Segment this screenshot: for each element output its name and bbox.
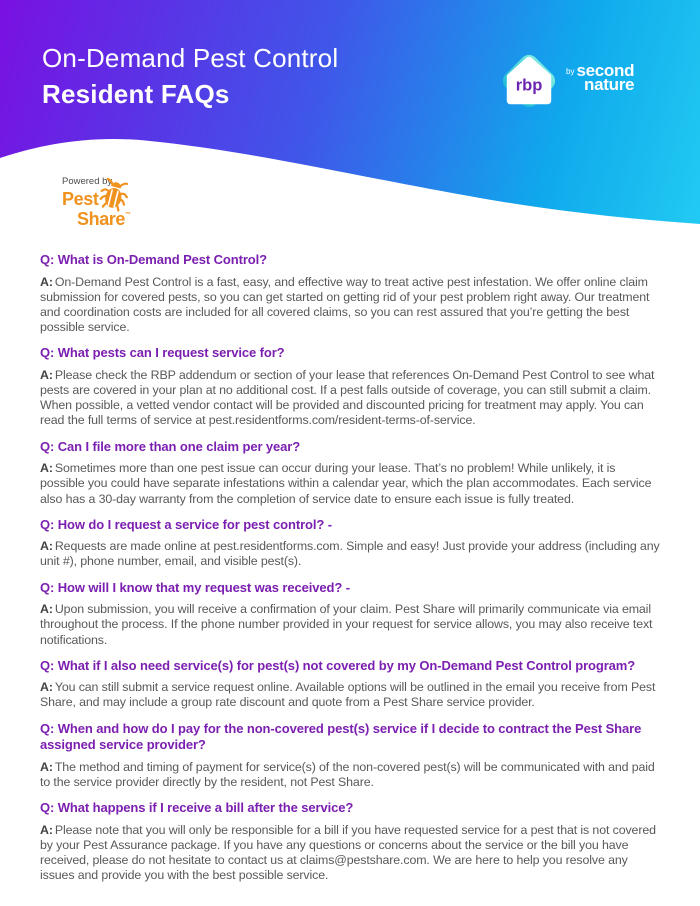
faq-answer bbox=[40, 539, 662, 569]
brand-line-nature: nature bbox=[584, 75, 635, 94]
faq-question: Q: Can I file more than one claim per year? bbox=[40, 438, 301, 454]
second-nature-text bbox=[576, 61, 635, 94]
faq-question: Q: What happens if I receive a bill after the service? bbox=[40, 800, 354, 816]
faq-question: Q: What pests can I request service for? bbox=[40, 345, 285, 361]
by-label: by bbox=[566, 67, 575, 76]
page-subtitle: Resident FAQs bbox=[42, 79, 230, 109]
faq-answer bbox=[40, 602, 662, 648]
faq-question: Q: What if I also need service(s) for pest(s) not covered by my On-Demand Pest Control program? bbox=[40, 657, 636, 673]
brand-line-second: second bbox=[576, 61, 635, 80]
faq-question: Q: How will I know that my request was received? - bbox=[40, 579, 350, 595]
rbp-logo-icon bbox=[498, 50, 560, 112]
faq-item bbox=[40, 252, 662, 335]
faq-question: Q: How do I request a service for pest control? - bbox=[40, 516, 332, 532]
answer-prefix: A: bbox=[40, 461, 53, 476]
faq-answer bbox=[40, 368, 662, 429]
share-wordmark: Share™ bbox=[77, 209, 132, 229]
faq-answer-text: Requests are made online at pest.residentforms.com. Simple and easy! Just provide your address (including any unit #), phone number, email, and visible pest(s). bbox=[40, 539, 660, 569]
faq-answer-text: Upon submission, you will receive a confirmation of your claim. Pest Share will primarily communicate via email throughout the process. If the phone number provided in your request for service allows, you may also receive text notifications. bbox=[40, 602, 653, 647]
answer-prefix: A: bbox=[40, 274, 53, 289]
faq-answer bbox=[40, 461, 662, 507]
answer-prefix: A: bbox=[40, 539, 53, 554]
rbp-second-nature-lockup bbox=[498, 50, 634, 112]
faq-question: Q: What is On-Demand Pest Control? bbox=[40, 252, 267, 267]
faq-answer-text: Please check the RBP addendum or section of your lease that references On-Demand Pest Control to see what pests are covered in your plan at no additional cost. If a pest falls outside of coverage, you can still submit a claim. When possible, a vetted vendor contact will be provided and discounted pricing for treatment may apply. You can read the full terms of service at pest.residentforms.com/resident-terms-of-service. bbox=[40, 367, 655, 428]
pest-share-logo bbox=[62, 176, 172, 230]
faq-question: Q: When and how do I pay for the non-covered pest(s) service if I decide to contract the Pest Share assigned service provider? bbox=[40, 720, 642, 753]
faq-answer-text: Sometimes more than one pest issue can occur during your lease. That’s no problem! While unlikely, it is possible you could have separate infestations within a calendar year, which the plan accommodates. Each service also has a 30-day warranty from the completion of service date to ensure each issue is fully treated. bbox=[40, 461, 652, 506]
faq-answer-text: You can still submit a service request online. Available options will be outlined in the email you receive from Pest Share, and may include a group rate discount and quote from a Pest Share service provider. bbox=[40, 680, 656, 710]
answer-prefix: A: bbox=[40, 602, 53, 617]
answer-prefix: A: bbox=[40, 759, 53, 774]
answer-prefix: A: bbox=[40, 367, 53, 382]
faq-item bbox=[40, 721, 662, 790]
answer-prefix: A: bbox=[40, 822, 53, 837]
faq-answer bbox=[40, 680, 662, 710]
faq-item bbox=[40, 345, 662, 428]
rbp-logo-text: rbp bbox=[515, 75, 543, 95]
header-titles bbox=[42, 40, 338, 112]
faq-answer-text: The method and timing of payment for service(s) of the non-covered pest(s) will be communicated with and paid to the service provider directly by the resident, not Pest Share. bbox=[40, 759, 655, 789]
faq-answer bbox=[40, 823, 662, 884]
faq-answer-text: On-Demand Pest Control is a fast, easy, and effective way to treat active pest infestation. We offer online claim submission for covered pests, so you can get started on getting rid of your pest problem right away. Our treatment and coordination costs are included for all covered claims, so you can rest assured that you’re getting the best possible service. bbox=[40, 274, 650, 335]
faq-item bbox=[40, 658, 662, 711]
pest-wordmark: Pest bbox=[62, 189, 99, 209]
faq-item bbox=[40, 439, 662, 507]
bug-icon bbox=[99, 177, 129, 213]
trademark-symbol: ™ bbox=[125, 212, 132, 218]
faq-item bbox=[40, 580, 662, 648]
answer-prefix: A: bbox=[40, 680, 53, 695]
faq-answer bbox=[40, 760, 662, 790]
second-nature-wordmark bbox=[566, 61, 635, 94]
page-title: On-Demand Pest Control bbox=[42, 43, 339, 73]
faq-list bbox=[0, 234, 700, 883]
powered-by-label: Powered by bbox=[62, 176, 113, 187]
faq-item bbox=[40, 800, 662, 883]
faq-answer-text: Please note that you will only be responsible for a bill if you have requested service for a pest that is not covered by your Pest Assurance package. If you have any questions or concerns about the service or the bill you have received, please do not hesitate to contact us at claims@pestshare.com. We are here to help you resolve any issues and provide you with the best possible service. bbox=[40, 822, 656, 883]
faq-item bbox=[40, 517, 662, 570]
faq-answer bbox=[40, 275, 662, 336]
